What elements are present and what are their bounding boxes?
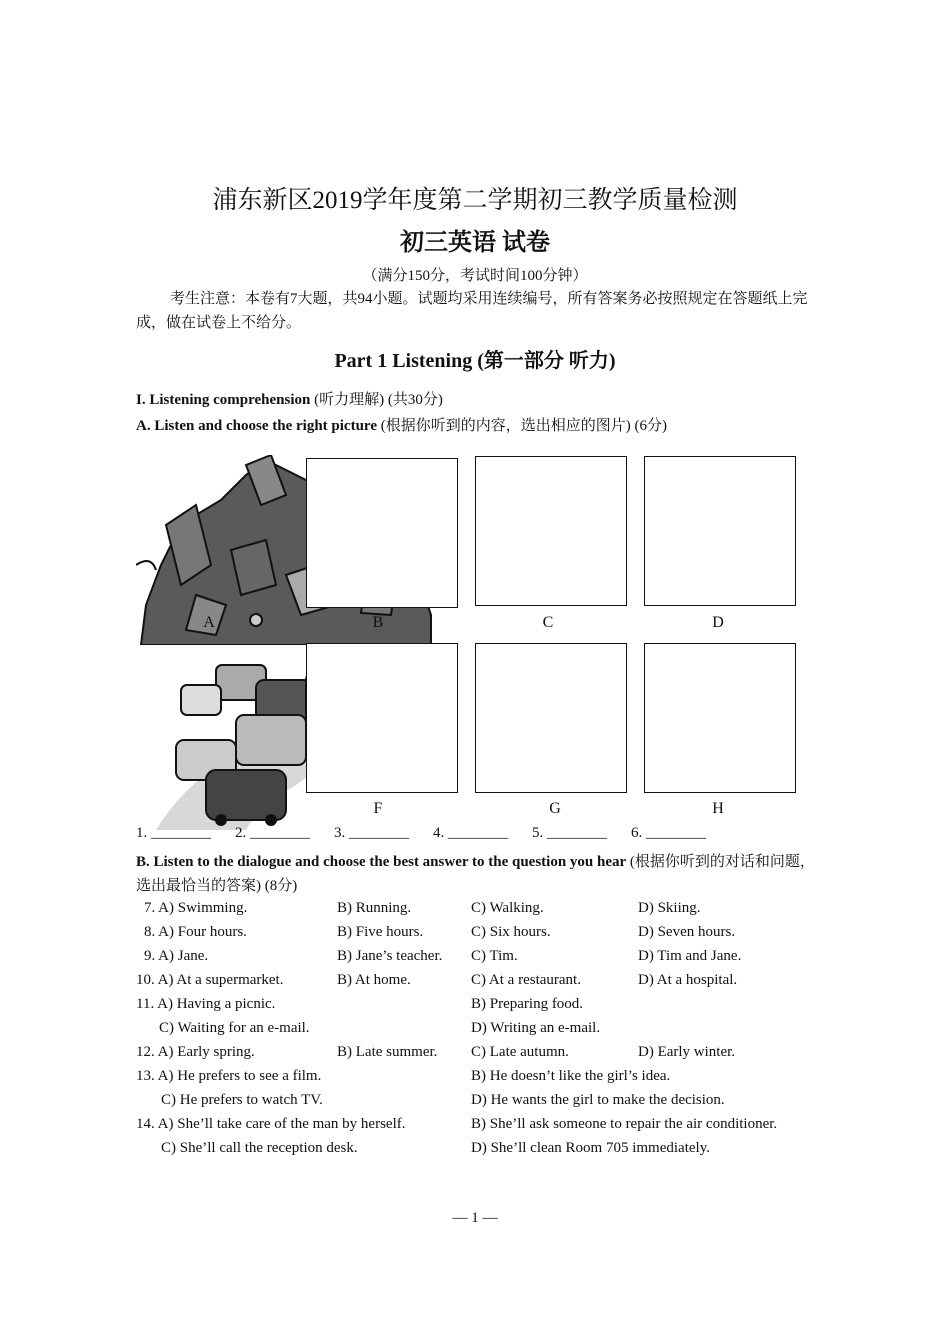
answer-blank-1[interactable]: 1. ________ [136,825,211,841]
q12-option-d: D) Early winter. [638,1044,736,1060]
q14-option-c: C) She’ll call the reception desk. [161,1140,358,1156]
answer-blank-3[interactable]: 3. ________ [334,825,409,841]
subsection-b-heading [136,850,816,898]
q7-option-c: C) Walking. [471,900,544,916]
picture-label-a: A [203,614,215,631]
q11-option-a: 11. A) Having a picnic. [136,996,276,1012]
q13-option-d: D) He wants the girl to make the decision. [471,1092,725,1108]
picture-label-g: G [549,800,561,817]
answer-blank-2[interactable]: 2. ________ [235,825,310,841]
page-number: — 1 — [452,1210,498,1226]
q12-option-a: 12. A) Early spring. [136,1044,255,1060]
section-heading-rest: (听力理解) (共30分) [310,392,443,408]
score-note: （满分150分，考试时间100分钟） [362,268,588,284]
q11-option-b: B) Preparing food. [471,996,584,1012]
q9-option-b: B) Jane’s teacher. [337,948,443,964]
picture-box-h [644,643,796,793]
exam-subtitle: 初三英语 试卷 [400,230,550,256]
q7-option-d: D) Skiing. [638,900,701,916]
answer-blank-6[interactable]: 6. ________ [631,825,706,841]
q9-option-c: C) Tim. [471,948,518,964]
answer-blanks [136,825,730,842]
q10-option-d: D) At a hospital. [638,972,738,988]
q12-option-b: B) Late summer. [337,1044,438,1060]
picture-box-b [306,458,458,608]
answer-blank-4[interactable]: 4. ________ [433,825,508,841]
q10-option-a: 10. A) At a supermarket. [136,972,284,988]
picture-label-f: F [373,800,383,817]
q9-option-d: D) Tim and Jane. [638,948,742,964]
q12-option-c: C) Late autumn. [471,1044,569,1060]
picture-box-g [475,643,627,793]
q10-option-c: C) At a restaurant. [471,972,581,988]
q8-option-b: B) Five hours. [337,924,424,940]
subsection-a-rest: (根据你听到的内容，选出相应的图片) (6分) [376,418,667,434]
q13-option-b: B) He doesn’t like the girl’s idea. [471,1068,671,1084]
q9-option-a: 9. A) Jane. [144,948,209,964]
exam-notice: 考生注意：本卷有7大题，共94小题。试题均采用连续编号，所有答案务必按照规定在答题纸上完成，做在试卷上不给分。 [136,291,808,331]
exam-title: 浦东新区2019学年度第二学期初三教学质量检测 [212,187,738,214]
q11-option-c: C) Waiting for an e-mail. [159,1020,310,1036]
part-heading: Part 1 Listening (第一部分 听力) [334,350,616,372]
q14-option-a: 14. A) She’ll take care of the man by herself. [136,1116,406,1132]
picture-label-d: D [712,614,724,631]
picture-box-c [475,456,627,606]
q8-option-c: C) Six hours. [471,924,551,940]
q14-option-d: D) She’ll clean Room 705 immediately. [471,1140,710,1156]
picture-box-d [644,456,796,606]
subsection-b-bold: B. Listen to the dialogue and choose the best answer to the question you hear [136,854,627,870]
q7-option-b: B) Running. [337,900,412,916]
subsection-b-rest: (根据你听到的对话和问题，选出最恰当的答案) (8分) [136,854,815,894]
answer-blank-5[interactable]: 5. ________ [532,825,607,841]
section-heading [136,388,443,409]
subsection-a-heading [136,414,667,435]
picture-label-h: H [712,800,724,817]
picture-label-c: C [542,614,554,631]
q14-option-b: B) She’ll ask someone to repair the air conditioner. [471,1116,778,1132]
q11-option-d: D) Writing an e-mail. [471,1020,601,1036]
picture-box-f [306,643,458,793]
q8-option-d: D) Seven hours. [638,924,736,940]
section-heading-bold: I. Listening comprehension [136,392,311,408]
q10-option-b: B) At home. [337,972,411,988]
subsection-a-bold: A. Listen and choose the right picture [136,418,377,434]
q7-option-a: 7. A) Swimming. [144,900,248,916]
q13-option-c: C) He prefers to watch TV. [161,1092,323,1108]
q8-option-a: 8. A) Four hours. [144,924,247,940]
picture-label-b: B [372,614,384,631]
q13-option-a: 13. A) He prefers to see a film. [136,1068,322,1084]
